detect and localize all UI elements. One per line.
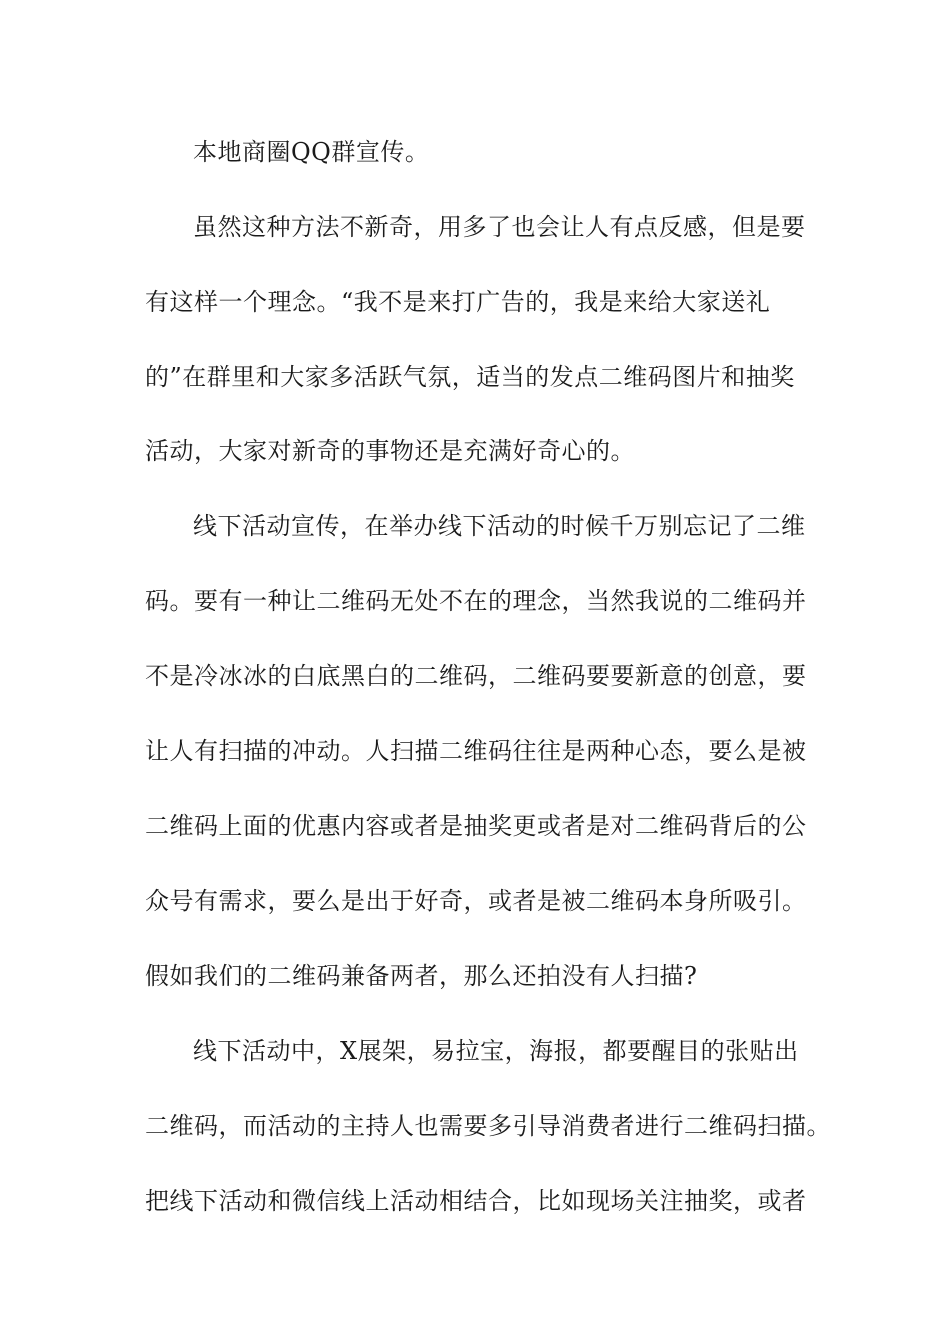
paragraph-3-line-1: 线下活动宣传，在举办线下活动的时候千万别忘记了二维: [193, 512, 806, 540]
paragraph-3-line-7: 假如我们的二维码兼备两者，那么还拍没有人扫描?: [145, 962, 698, 990]
paragraph-3-line-4: 让人有扫描的冲动。人扫描二维码往往是两种心态，要么是被: [145, 737, 807, 765]
paragraph-2-line-4: 活动，大家对新奇的事物还是充满好奇心的。: [145, 437, 635, 465]
paragraph-3-line-3: 不是冷冰冰的白底黑白的二维码，二维码要要新意的创意，要: [145, 662, 807, 690]
paragraph-2-line-3: 的”在群里和大家多活跃气氛，适当的发点二维码图片和抽奖: [145, 363, 795, 391]
paragraph-4-line-3: 把线下活动和微信线上活动相结合，比如现场关注抽奖，或者: [145, 1187, 807, 1215]
paragraph-3-line-2: 码。要有一种让二维码无处不在的理念，当然我说的二维码并: [145, 587, 807, 615]
paragraph-4-line-2: 二维码，而活动的主持人也需要多引导消费者进行二维码扫描。: [145, 1112, 831, 1140]
paragraph-1-line-1: 本地商圈QQ群宣传。: [193, 138, 430, 166]
paragraph-3-line-6: 众号有需求，要么是出于好奇，或者是被二维码本身所吸引。: [145, 887, 807, 915]
paragraph-2-line-2: 有这样一个理念。“我不是来打广告的，我是来给大家送礼: [145, 288, 771, 316]
paragraph-3-line-5: 二维码上面的优惠内容或者是抽奖更或者是对二维码背后的公: [145, 812, 807, 840]
paragraph-4-line-1: 线下活动中，X展架，易拉宝，海报，都要醒目的张贴出: [193, 1037, 799, 1065]
paragraph-2-line-1: 虽然这种方法不新奇，用多了也会让人有点反感，但是要: [193, 213, 806, 241]
